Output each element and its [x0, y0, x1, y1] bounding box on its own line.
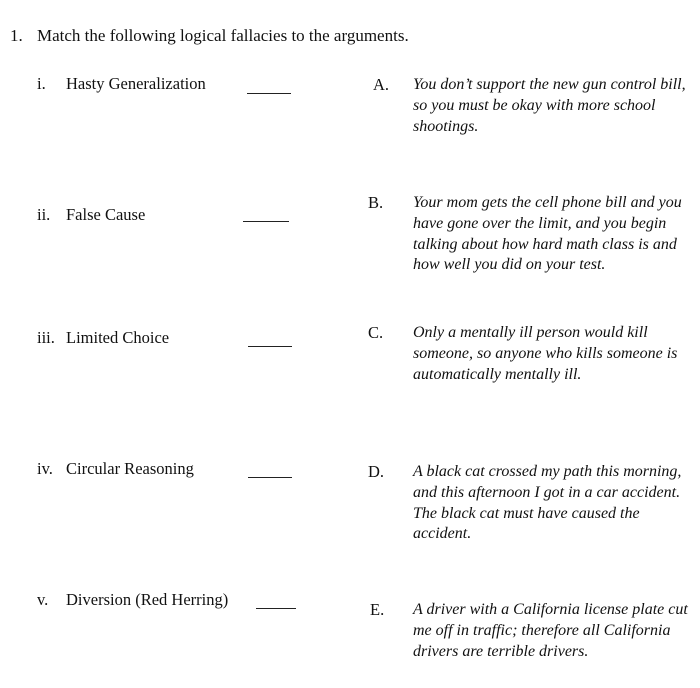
argument-text-d: A black cat crossed my path this morning, and this afternoon I got in a car accident. The black cat must have caused the accident.	[413, 463, 682, 543]
argument-text-c: Only a mentally ill person would kill someone, so anyone who kills someone is automatically mentally ill.	[413, 324, 678, 383]
argument-text-e: A driver with a California license plate cut me off in traffic; therefore all California drivers are terrible drivers.	[413, 601, 688, 660]
answer-blank-1[interactable]	[247, 93, 291, 94]
fallacy-label-limited-choice: Limited Choice	[66, 328, 170, 347]
fallacy-numeral: iv.	[37, 459, 53, 478]
fallacy-label-diversion-red-herring: Diversion (Red Herring)	[66, 590, 229, 609]
answer-blank-2[interactable]	[243, 221, 289, 222]
fallacy-label-hasty-generalization: Hasty Generalization	[66, 74, 206, 93]
fallacy-label-false-cause: False Cause	[66, 205, 146, 224]
argument-letter-d: D.	[368, 462, 385, 481]
argument-letter-b: B.	[368, 193, 384, 212]
fallacy-numeral: iii.	[37, 328, 55, 347]
question-number: 1.	[10, 26, 23, 45]
argument-letter-c: C.	[368, 323, 384, 342]
argument-letter-a: A.	[373, 75, 390, 94]
argument-text-b: Your mom gets the cell phone bill and you have gone over the limit, and you begin talking about how hard math class is and how well you did on your test.	[413, 194, 682, 274]
argument-text-a: You don’t support the new gun control bill, so you must be okay with more school shootings.	[413, 76, 686, 135]
answer-blank-5[interactable]	[256, 608, 296, 609]
fallacy-numeral: ii.	[37, 205, 51, 224]
answer-blank-3[interactable]	[248, 346, 292, 347]
argument-letter-e: E.	[370, 600, 385, 619]
fallacy-numeral: v.	[37, 590, 49, 609]
answer-blank-4[interactable]	[248, 477, 292, 478]
fallacy-numeral: i.	[37, 74, 46, 93]
question-prompt: Match the following logical fallacies to the arguments.	[37, 26, 409, 45]
fallacy-label-circular-reasoning: Circular Reasoning	[66, 459, 194, 478]
